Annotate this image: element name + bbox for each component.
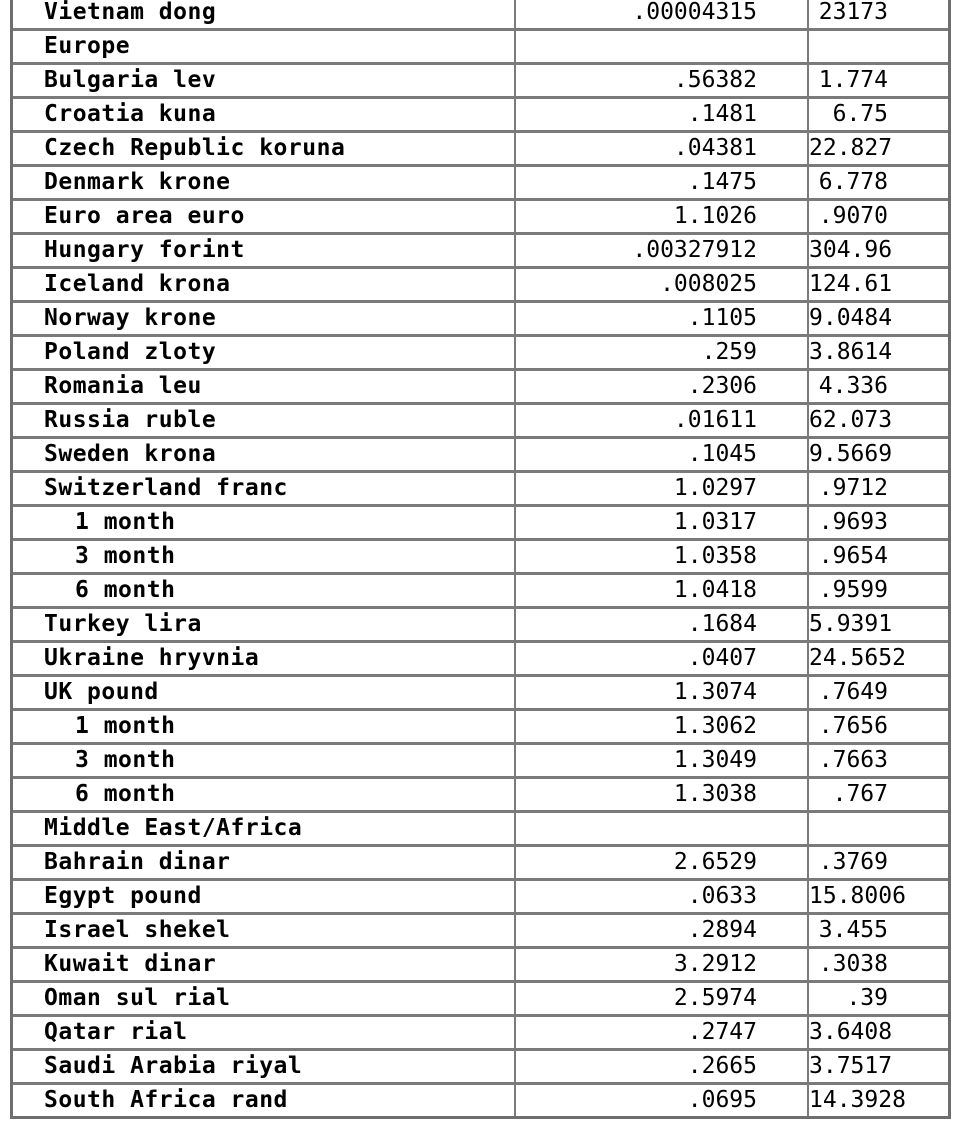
usd-equivalent-cell: .259 (516, 334, 809, 368)
currency-name-cell: 3 month (13, 742, 516, 776)
usd-equivalent-cell: 1.0297 (516, 470, 809, 504)
currency-name-cell: Saudi Arabia riyal (13, 1048, 516, 1082)
currency-per-usd-cell: .9654 (809, 538, 948, 572)
currency-name-cell: Russia ruble (13, 402, 516, 436)
usd-equivalent-cell: .56382 (516, 62, 809, 96)
currency-name-cell: Euro area euro (13, 198, 516, 232)
usd-equivalent-cell: .1105 (516, 300, 809, 334)
currency-per-usd-cell: .9693 (809, 504, 948, 538)
table-row (13, 504, 948, 538)
table-row (13, 878, 948, 912)
usd-equivalent-cell: 1.3074 (516, 674, 809, 708)
currency-per-usd-cell: .9712 (809, 470, 948, 504)
currency-name-cell: Denmark krone (13, 164, 516, 198)
currency-per-usd-cell: 5.9391 (809, 606, 948, 640)
currency-rates-body (13, 0, 948, 1116)
currency-per-usd-cell: .3769 (809, 844, 948, 878)
table-row (13, 946, 948, 980)
table-row (13, 810, 948, 844)
usd-equivalent-cell: 3.2912 (516, 946, 809, 980)
currency-per-usd-cell: .9070 (809, 198, 948, 232)
table-row (13, 912, 948, 946)
currency-per-usd-cell: 24.5652 (809, 640, 948, 674)
currency-name-cell: Norway krone (13, 300, 516, 334)
usd-equivalent-cell: .1045 (516, 436, 809, 470)
table-row (13, 436, 948, 470)
currency-name-cell: Qatar rial (13, 1014, 516, 1048)
currency-name-cell: 1 month (13, 504, 516, 538)
usd-equivalent-cell: .1481 (516, 96, 809, 130)
table-row (13, 130, 948, 164)
usd-equivalent-cell: .00004315 (516, 0, 809, 28)
usd-equivalent-cell (516, 28, 809, 62)
currency-rates-table (10, 0, 951, 1119)
currency-per-usd-cell: 3.6408 (809, 1014, 948, 1048)
currency-name-cell: Bahrain dinar (13, 844, 516, 878)
currency-name-cell: Bulgaria lev (13, 62, 516, 96)
table-row (13, 742, 948, 776)
table-row (13, 640, 948, 674)
usd-equivalent-cell (516, 810, 809, 844)
currency-name-cell: Israel shekel (13, 912, 516, 946)
usd-equivalent-cell: 1.3062 (516, 708, 809, 742)
usd-equivalent-cell: 1.1026 (516, 198, 809, 232)
currency-per-usd-cell: 3.455 (809, 912, 948, 946)
table-row (13, 300, 948, 334)
currency-name-cell: South Africa rand (13, 1082, 516, 1116)
usd-equivalent-cell: .0407 (516, 640, 809, 674)
currency-name-cell: Kuwait dinar (13, 946, 516, 980)
currency-per-usd-cell: 23173 (809, 0, 948, 28)
table-row (13, 198, 948, 232)
currency-per-usd-cell: .7663 (809, 742, 948, 776)
table-row (13, 1048, 948, 1082)
currency-per-usd-cell (809, 810, 948, 844)
usd-equivalent-cell: 1.3038 (516, 776, 809, 810)
currency-per-usd-cell: 6.778 (809, 164, 948, 198)
currency-name-cell: Europe (13, 28, 516, 62)
table-row (13, 28, 948, 62)
table-row (13, 606, 948, 640)
currency-name-cell: UK pound (13, 674, 516, 708)
currency-name-cell: Oman sul rial (13, 980, 516, 1014)
table-row (13, 0, 948, 28)
usd-equivalent-cell: .2306 (516, 368, 809, 402)
currency-name-cell: Vietnam dong (13, 0, 516, 28)
usd-equivalent-cell: .2747 (516, 1014, 809, 1048)
currency-per-usd-cell: 9.0484 (809, 300, 948, 334)
currency-table-frame (10, 0, 951, 1119)
currency-name-cell: Ukraine hryvnia (13, 640, 516, 674)
usd-equivalent-cell: 1.3049 (516, 742, 809, 776)
currency-per-usd-cell: .767 (809, 776, 948, 810)
currency-per-usd-cell: .7656 (809, 708, 948, 742)
table-row (13, 1082, 948, 1116)
usd-equivalent-cell: 2.6529 (516, 844, 809, 878)
table-row (13, 674, 948, 708)
usd-equivalent-cell: .00327912 (516, 232, 809, 266)
usd-equivalent-cell: .04381 (516, 130, 809, 164)
currency-per-usd-cell (809, 28, 948, 62)
currency-per-usd-cell: 15.8006 (809, 878, 948, 912)
currency-name-cell: Sweden krona (13, 436, 516, 470)
currency-per-usd-cell: 6.75 (809, 96, 948, 130)
currency-name-cell: Iceland krona (13, 266, 516, 300)
currency-name-cell: 6 month (13, 572, 516, 606)
currency-per-usd-cell: .3038 (809, 946, 948, 980)
table-row (13, 62, 948, 96)
currency-name-cell: 3 month (13, 538, 516, 572)
table-row (13, 164, 948, 198)
currency-name-cell: Romania leu (13, 368, 516, 402)
currency-name-cell: Hungary forint (13, 232, 516, 266)
currency-name-cell: Czech Republic koruna (13, 130, 516, 164)
currency-name-cell: Middle East/Africa (13, 810, 516, 844)
usd-equivalent-cell: .01611 (516, 402, 809, 436)
currency-name-cell: 1 month (13, 708, 516, 742)
currency-per-usd-cell: 304.96 (809, 232, 948, 266)
usd-equivalent-cell: .008025 (516, 266, 809, 300)
usd-equivalent-cell: .2894 (516, 912, 809, 946)
currency-per-usd-cell: 3.7517 (809, 1048, 948, 1082)
table-row (13, 980, 948, 1014)
currency-name-cell: Poland zloty (13, 334, 516, 368)
table-row (13, 334, 948, 368)
usd-equivalent-cell: .0695 (516, 1082, 809, 1116)
table-row (13, 572, 948, 606)
currency-per-usd-cell: 62.073 (809, 402, 948, 436)
currency-name-cell: Turkey lira (13, 606, 516, 640)
table-row (13, 96, 948, 130)
currency-name-cell: 6 month (13, 776, 516, 810)
currency-per-usd-cell: .39 (809, 980, 948, 1014)
usd-equivalent-cell: .1475 (516, 164, 809, 198)
usd-equivalent-cell: .1684 (516, 606, 809, 640)
currency-name-cell: Egypt pound (13, 878, 516, 912)
currency-per-usd-cell: .9599 (809, 572, 948, 606)
currency-per-usd-cell: 3.8614 (809, 334, 948, 368)
usd-equivalent-cell: .2665 (516, 1048, 809, 1082)
currency-per-usd-cell: 1.774 (809, 62, 948, 96)
currency-per-usd-cell: 9.5669 (809, 436, 948, 470)
usd-equivalent-cell: 1.0418 (516, 572, 809, 606)
usd-equivalent-cell: 2.5974 (516, 980, 809, 1014)
table-row (13, 538, 948, 572)
currency-name-cell: Switzerland franc (13, 470, 516, 504)
table-row (13, 232, 948, 266)
table-row (13, 708, 948, 742)
table-row (13, 470, 948, 504)
table-row (13, 402, 948, 436)
currency-per-usd-cell: .7649 (809, 674, 948, 708)
table-row (13, 266, 948, 300)
usd-equivalent-cell: 1.0317 (516, 504, 809, 538)
table-row (13, 368, 948, 402)
table-row (13, 776, 948, 810)
currency-per-usd-cell: 14.3928 (809, 1082, 948, 1116)
table-row (13, 844, 948, 878)
table-row (13, 1014, 948, 1048)
currency-per-usd-cell: 124.61 (809, 266, 948, 300)
usd-equivalent-cell: 1.0358 (516, 538, 809, 572)
currency-per-usd-cell: 4.336 (809, 368, 948, 402)
usd-equivalent-cell: .0633 (516, 878, 809, 912)
currency-name-cell: Croatia kuna (13, 96, 516, 130)
currency-per-usd-cell: 22.827 (809, 130, 948, 164)
